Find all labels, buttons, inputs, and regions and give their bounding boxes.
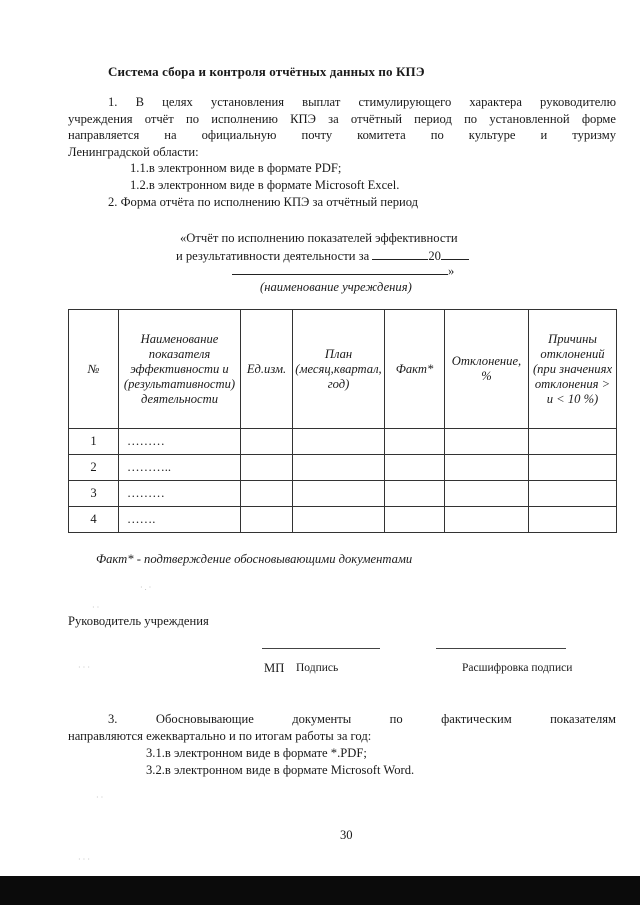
header-deviation: Отклонение, % bbox=[445, 310, 529, 429]
row-reasons-cell bbox=[529, 455, 617, 481]
paragraph-1-line-1: 1. В целях установления выплат стимулирующего характера руководителю bbox=[108, 95, 616, 109]
page-number: 30 bbox=[340, 828, 353, 842]
row-unit-cell bbox=[241, 429, 293, 455]
row-deviation-cell bbox=[445, 507, 529, 533]
paragraph-1-line-3: направляется на официальную почту комитета по культуре и туризму bbox=[68, 128, 616, 142]
fact-footnote: Факт* - подтверждение обосновывающими документами bbox=[96, 552, 413, 566]
list-item-1-1: 1.1.в электронном виде в формате PDF; bbox=[130, 161, 342, 175]
row-plan-cell bbox=[293, 507, 385, 533]
row-reasons-cell bbox=[529, 429, 617, 455]
row-reasons-cell bbox=[529, 481, 617, 507]
row-fact-cell bbox=[385, 429, 445, 455]
year-blank bbox=[441, 247, 469, 260]
paragraph-3-line-1: 3. Обосновывающие документы по фактическим показателям bbox=[108, 712, 616, 726]
header-deviation-reasons: Причины отклонений (при значениях отклонения > и < 10 %) bbox=[529, 310, 617, 429]
row-number: 1 bbox=[69, 429, 119, 455]
table-row bbox=[69, 455, 617, 481]
row-deviation-cell bbox=[445, 429, 529, 455]
row-plan-cell bbox=[293, 481, 385, 507]
kpi-report-table bbox=[68, 309, 617, 533]
row-indicator-name: ……. bbox=[119, 507, 241, 533]
org-caption: (наименование учреждения) bbox=[260, 280, 412, 294]
report-title-text: и результативности деятельности за bbox=[176, 249, 370, 263]
list-item-3-2: 3.2.в электронном виде в формате Microsoft Word. bbox=[146, 763, 415, 777]
row-unit-cell bbox=[241, 455, 293, 481]
table-row bbox=[69, 507, 617, 533]
scan-speck: · · · bbox=[78, 855, 90, 864]
signature-label: Подпись bbox=[296, 662, 339, 674]
decode-signature-label: Расшифровка подписи bbox=[462, 662, 573, 674]
scan-speck: · · bbox=[96, 793, 104, 802]
list-item-3-1: 3.1.в электронном виде в формате *.PDF; bbox=[146, 746, 367, 760]
document-title: Система сбора и контроля отчётных данных по КПЭ bbox=[108, 64, 425, 79]
stamp-label: МП bbox=[264, 661, 285, 675]
row-reasons-cell bbox=[529, 507, 617, 533]
list-item-1-2: 1.2.в электронном виде в формате Microsoft Excel. bbox=[130, 178, 400, 192]
row-unit-cell bbox=[241, 507, 293, 533]
org-name-blank bbox=[232, 262, 448, 275]
row-fact-cell bbox=[385, 481, 445, 507]
row-fact-cell bbox=[385, 507, 445, 533]
paragraph-1-line-2: учреждения отчёт по исполнению КПЭ за отчётный период по установленной форме bbox=[68, 112, 616, 126]
header-indicator-name: Наименование показателя эффективности и (результативности) деятельности bbox=[119, 310, 241, 429]
header-unit: Ед.изм. bbox=[241, 310, 293, 429]
table-header-row bbox=[69, 310, 617, 429]
row-indicator-name: ……….. bbox=[119, 455, 241, 481]
row-plan-cell bbox=[293, 429, 385, 455]
scan-speck: · · bbox=[92, 603, 100, 612]
scan-speck: · . · bbox=[140, 583, 152, 592]
table-row bbox=[69, 481, 617, 507]
signature-line bbox=[262, 648, 380, 649]
row-unit-cell bbox=[241, 481, 293, 507]
scan-speck: · · · bbox=[78, 663, 90, 672]
report-year: 20 bbox=[428, 249, 441, 263]
header-plan: План (месяц,квартал, год) bbox=[293, 310, 385, 429]
paragraph-3-line-2: направляются ежеквартально и по итогам работы за год: bbox=[68, 729, 372, 743]
row-deviation-cell bbox=[445, 481, 529, 507]
list-item-2: 2. Форма отчёта по исполнению КПЭ за отчётный период bbox=[108, 195, 419, 209]
period-blank bbox=[372, 247, 428, 260]
row-number: 4 bbox=[69, 507, 119, 533]
paragraph-1-line-4: Ленинградской области: bbox=[68, 145, 199, 159]
row-number: 3 bbox=[69, 481, 119, 507]
row-number: 2 bbox=[69, 455, 119, 481]
header-fact: Факт* bbox=[385, 310, 445, 429]
table-row bbox=[69, 429, 617, 455]
head-of-institution-label: Руководитель учреждения bbox=[68, 614, 209, 628]
row-plan-cell bbox=[293, 455, 385, 481]
decode-signature-line bbox=[436, 648, 566, 649]
report-title-line-1: «Отчёт по исполнению показателей эффективности bbox=[180, 231, 458, 245]
header-number: № bbox=[69, 310, 119, 429]
org-name-line bbox=[232, 262, 454, 279]
row-fact-cell bbox=[385, 455, 445, 481]
row-indicator-name: ……… bbox=[119, 481, 241, 507]
row-deviation-cell bbox=[445, 455, 529, 481]
scan-bottom-edge bbox=[0, 876, 640, 905]
report-close-quote: » bbox=[448, 264, 455, 278]
row-indicator-name: ……… bbox=[119, 429, 241, 455]
